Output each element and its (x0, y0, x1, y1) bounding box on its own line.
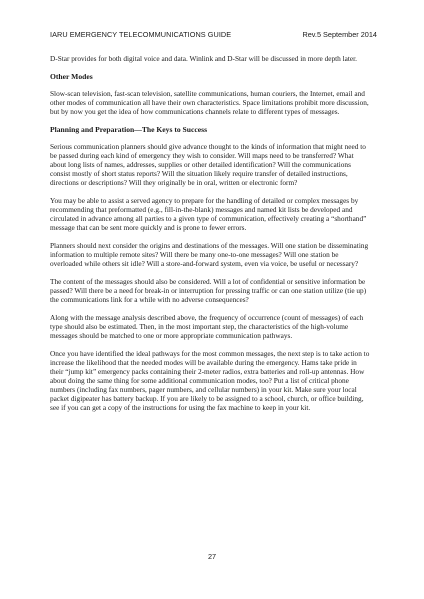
page-number: 27 (207, 552, 217, 561)
other-modes-paragraph: Slow-scan television, fast-scan television, satellite communications, human couriers, the Internet, email and other modes of communication all have their own characteristics. Space limitations prohibit more discussion, but by now you get the idea of how communications channels relate to different types of messages. (50, 89, 369, 116)
planning-paragraph-2: You may be able to assist a served agency to prepare for the handling of detailed or complex messages by recommending that preformatted (e.g., fill-in-the-blank) messages and named kit lists be developed and circulated in advance among all parties to a given type of communication, effectively creating a “shorthand” message that can be sent more quickly and is prone to fewer errors. (50, 196, 367, 232)
planning-paragraph-3: Planners should next consider the origins and destinations of the messages. Will one station be disseminating information to multiple remote sites? Will there be many one-to-one messages? Will one station be overloaded while others sit idle? Will a store-and-forward system, even via voice, be useful or necessary? (50, 241, 369, 268)
planning-paragraph-4: The content of the messages should also be considered. Will a lot of confidential or sensitive information be passed? Will there be a need for break-in or interruption for pressing traffic or can one station utilize (tie up) the communications link for a while with no adverse consequences? (50, 277, 367, 304)
planning-paragraph-5: Along with the message analysis described above, the frequency of occurrence (count of messages) of each type should also be estimated. Then, in the most important step, the characteristics of the high-volume messages should be matched to one or more appropriate communication pathways. (50, 313, 364, 340)
header-revision: Rev.5 September 2014 (302, 30, 377, 39)
running-header (50, 30, 377, 39)
planning-paragraph-1: Serious communication planners should give advance thought to the kinds of information that might need to be passed during each kind of emergency they wish to consider. Will maps need to be transferred? What about long lists of names, addresses, supplies or other detailed identification? Will the communications consist mostly of short status reports? Will the situation likely require transfer of detailed instructions, directions or descriptions? Will they originally be in oral, written or electronic form? (50, 142, 366, 187)
header-title: IARU EMERGENCY TELECOMMUNICATIONS GUIDE (50, 30, 232, 39)
intro-paragraph: D-Star provides for both digital voice and data. Winlink and D-Star will be discussed in more depth later. (50, 54, 357, 63)
section-heading-planning: Planning and Preparation—The Keys to Success (50, 125, 208, 134)
section-heading-other-modes: Other Modes (50, 72, 93, 81)
planning-paragraph-6: Once you have identified the ideal pathways for the most common messages, the next step is to take action to increase the likelihood that the needed modes will be available during the emergency. Hams take pride in their “jump kit” emergency packs containing their 2-meter radios, extra batteries and roll-up antennas. How about doing the same thing for some additional communication modes, too? Put a list of critical phone numbers (including fax numbers, pager numbers, and cellular numbers) in your kit. Make sure your local packet digipeater has battery backup. If you are likely to be assigned to a school, church, or office building, see if you can get a copy of the instructions for using the fax machine to keep in your kit. (50, 349, 370, 412)
document-body (50, 54, 370, 421)
